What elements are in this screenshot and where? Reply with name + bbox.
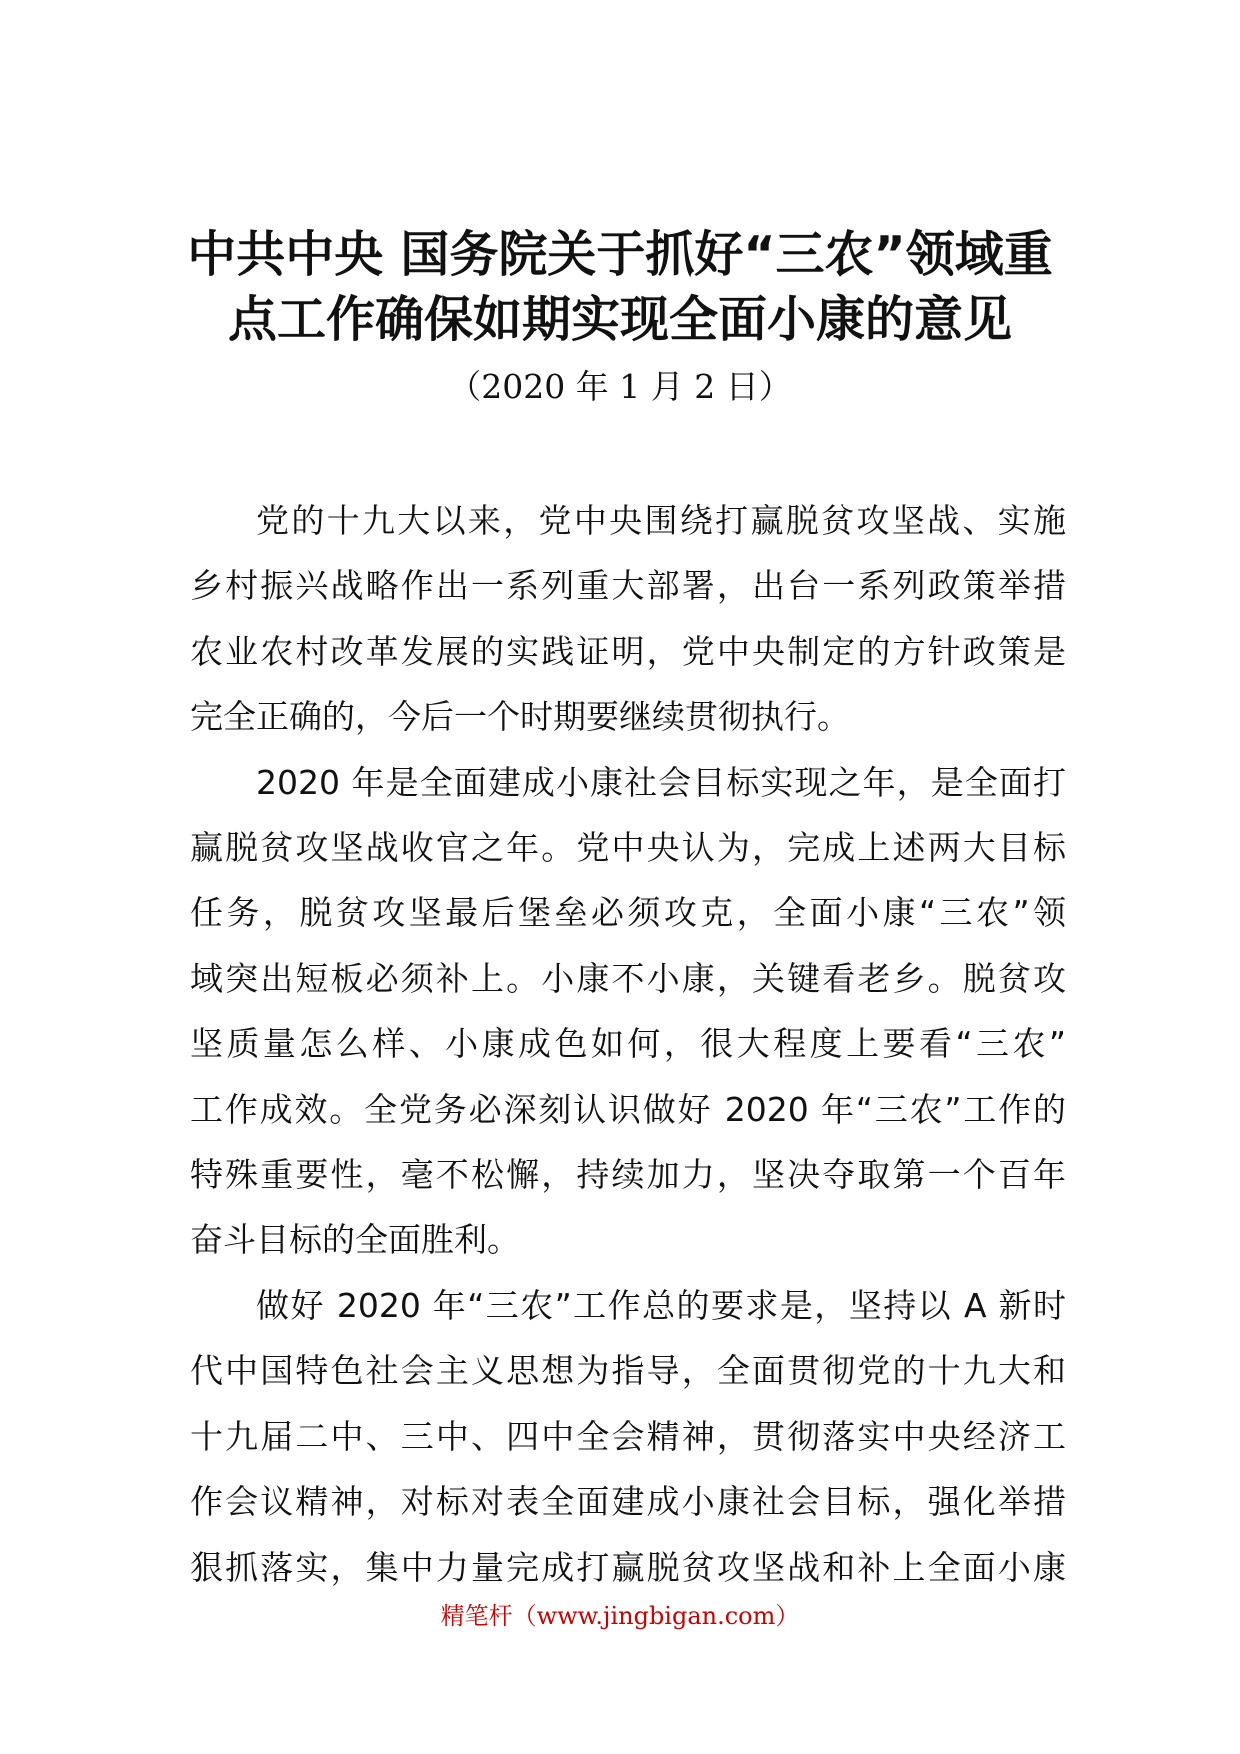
document-title (150, 222, 1090, 352)
text-line: 十九届二中、三中、四中全会精神，贯彻落实中央经济工 (190, 1416, 1066, 1456)
footer-watermark: 精笔杆（www.jingbigan.com） (440, 1602, 800, 1630)
text-line: 工作成效。全党务必深刻认识做好 2020 年“三农”工作的 (190, 1089, 1066, 1129)
text-line: 特殊重要性，毫不松懈，持续加力，坚决夺取第一个百年 (190, 1155, 1066, 1195)
text-line: 乡村振兴战略作出一系列重大部署，出台一系列政策举措 (190, 566, 1066, 606)
text-line: 完全正确的，今后一个时期要继续贯彻执行。 (190, 697, 850, 737)
text-line: 坚质量怎么样、小康成色如何，很大程度上要看“三农” (190, 1024, 1066, 1064)
text-line: 代中国特色社会主义思想为指导，全面贯彻党的十九大和 (190, 1351, 1066, 1391)
paragraph-1 (190, 488, 1066, 750)
text-line: 奋斗目标的全面胜利。 (190, 1220, 520, 1260)
text-line: 2020 年是全面建成小康社会目标实现之年，是全面打 (256, 762, 1066, 802)
text-line: 任务，脱贫攻坚最后堡垒必须攻克，全面小康“三农”领 (190, 893, 1066, 933)
document-body (190, 488, 1066, 1600)
text-line: 狠抓落实，集中力量完成打赢脱贫攻坚战和补上全面小康 (190, 1547, 1066, 1587)
text-line: 赢脱贫攻坚战收官之年。党中央认为，完成上述两大目标 (190, 828, 1066, 868)
paragraph-2 (190, 750, 1066, 1273)
title-line: 点工作确保如期实现全面小康的意见 (227, 291, 1012, 348)
text-line: 农业农村改革发展的实践证明，党中央制定的方针政策是 (190, 631, 1066, 671)
text-line: 域突出短板必须补上。小康不小康，关键看老乡。脱贫攻 (190, 958, 1066, 998)
text-line: 党的十九大以来，党中央围绕打赢脱贫攻坚战、实施 (256, 501, 1066, 540)
title-line: 中共中央 国务院关于抓好“三农”领域重 (187, 226, 1053, 283)
document-date: （2020 年 1 月 2 日） (448, 367, 792, 406)
paragraph-3 (190, 1273, 1066, 1600)
text-line: 做好 2020 年“三农”工作总的要求是，坚持以 A 新时 (256, 1285, 1066, 1325)
text-line: 作会议精神，对标对表全面建成小康社会目标，强化举措 (190, 1482, 1066, 1522)
